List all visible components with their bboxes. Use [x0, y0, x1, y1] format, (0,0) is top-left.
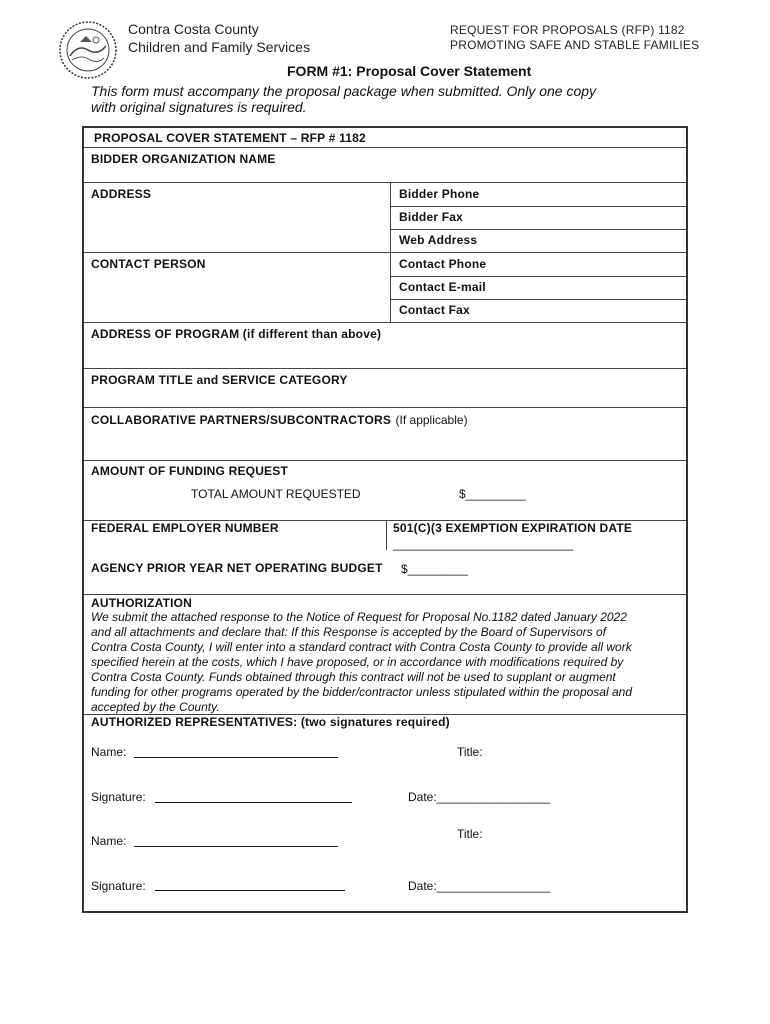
- title-label-2: Title:: [457, 827, 483, 841]
- form-instructions: [91, 83, 631, 115]
- date-field-2[interactable]: _________________: [436, 879, 551, 893]
- exemption-date-field[interactable]: ___________________________: [393, 537, 574, 551]
- web-address-label: Web Address: [399, 233, 478, 247]
- collaborative-partners-label: COLLABORATIVE PARTNERS/SUBCONTRACTORS: [91, 413, 392, 427]
- signature-label-2: Signature:: [91, 879, 146, 893]
- date-row-1: [408, 790, 550, 804]
- name-field-2[interactable]: [134, 846, 338, 847]
- cover-statement-table: [82, 126, 688, 913]
- contact-person-label: CONTACT PERSON: [91, 257, 206, 271]
- collaborative-partners-row: [91, 411, 468, 429]
- address-label: ADDRESS: [91, 187, 152, 201]
- date-row-2: [408, 879, 550, 893]
- total-amount-field[interactable]: $_________: [459, 487, 526, 501]
- authorization-line: specified herein at the costs, which I have proposed, or in accordance with modifications required by: [91, 655, 624, 669]
- date-label-2: Date:: [408, 879, 437, 893]
- authorization-line: funding for other programs operated by the bidder/contractor unless stipulated within the proposal and: [91, 685, 632, 699]
- rfp-number: REQUEST FOR PROPOSALS (RFP) 1182: [450, 23, 685, 37]
- date-field-1[interactable]: _________________: [436, 790, 551, 804]
- operating-budget-label: AGENCY PRIOR YEAR NET OPERATING BUDGET: [91, 561, 383, 575]
- operating-budget-field[interactable]: $_________: [401, 562, 468, 576]
- collaborative-partners-note: (If applicable): [395, 413, 468, 427]
- instructions-line-1: This form must accompany the proposal package when submitted. Only one copy: [91, 83, 597, 99]
- contact-fax-label: Contact Fax: [399, 303, 470, 317]
- authorization-line: and all attachments and declare that: If this Response is accepted by the Board of Supervisors of: [91, 625, 606, 639]
- exemption-date-label: 501(C)(3 EXEMPTION EXPIRATION DATE: [393, 521, 633, 535]
- authorization-line: We submit the attached response to the Notice of Request for Proposal No.1182 dated January 2022: [91, 610, 627, 624]
- title-label-1: Title:: [457, 745, 483, 759]
- bidder-fax-label: Bidder Fax: [399, 210, 464, 224]
- instructions-line-2: with original signatures is required.: [91, 99, 307, 115]
- authorized-representatives-label: AUTHORIZED REPRESENTATIVES: (two signatures required): [91, 715, 450, 729]
- federal-employer-number-label: FEDERAL EMPLOYER NUMBER: [91, 521, 279, 535]
- program-title-label: PROGRAM TITLE and SERVICE CATEGORY: [91, 373, 348, 387]
- signature-field-2[interactable]: [155, 890, 345, 891]
- authorization-label: AUTHORIZATION: [91, 596, 193, 610]
- form-title: FORM #1: Proposal Cover Statement: [287, 63, 532, 79]
- funding-request-label: AMOUNT OF FUNDING REQUEST: [91, 464, 288, 478]
- contact-email-label: Contact E-mail: [399, 280, 486, 294]
- rfp-program: PROMOTING SAFE AND STABLE FAMILIES: [450, 38, 700, 52]
- signature-field-1[interactable]: [155, 802, 352, 803]
- county-seal-icon: [58, 20, 118, 80]
- name-field-1[interactable]: [134, 757, 338, 758]
- total-amount-label: TOTAL AMOUNT REQUESTED: [191, 487, 361, 501]
- org-department: Children and Family Services: [128, 39, 311, 55]
- authorization-line: Contra Costa County, I will enter into a standard contract with Contra Costa County to provide all work: [91, 640, 632, 654]
- bidder-organization-label: BIDDER ORGANIZATION NAME: [91, 152, 276, 166]
- name-label-1: Name:: [91, 745, 127, 759]
- program-address-label: ADDRESS OF PROGRAM (if different than above): [91, 327, 382, 341]
- contact-phone-label: Contact Phone: [399, 257, 487, 271]
- authorization-text: [91, 610, 681, 715]
- date-label-1: Date:: [408, 790, 437, 804]
- signature-label-1: Signature:: [91, 790, 146, 804]
- org-name: Contra Costa County: [128, 21, 259, 37]
- authorization-line: accepted by the County.: [91, 700, 220, 714]
- authorization-line: Contra Costa County. Funds obtained through this contract will not be used to supplant or augment: [91, 670, 616, 684]
- table-heading: PROPOSAL COVER STATEMENT – RFP # 1182: [94, 131, 366, 145]
- name-label-2: Name:: [91, 834, 127, 848]
- bidder-phone-label: Bidder Phone: [399, 187, 480, 201]
